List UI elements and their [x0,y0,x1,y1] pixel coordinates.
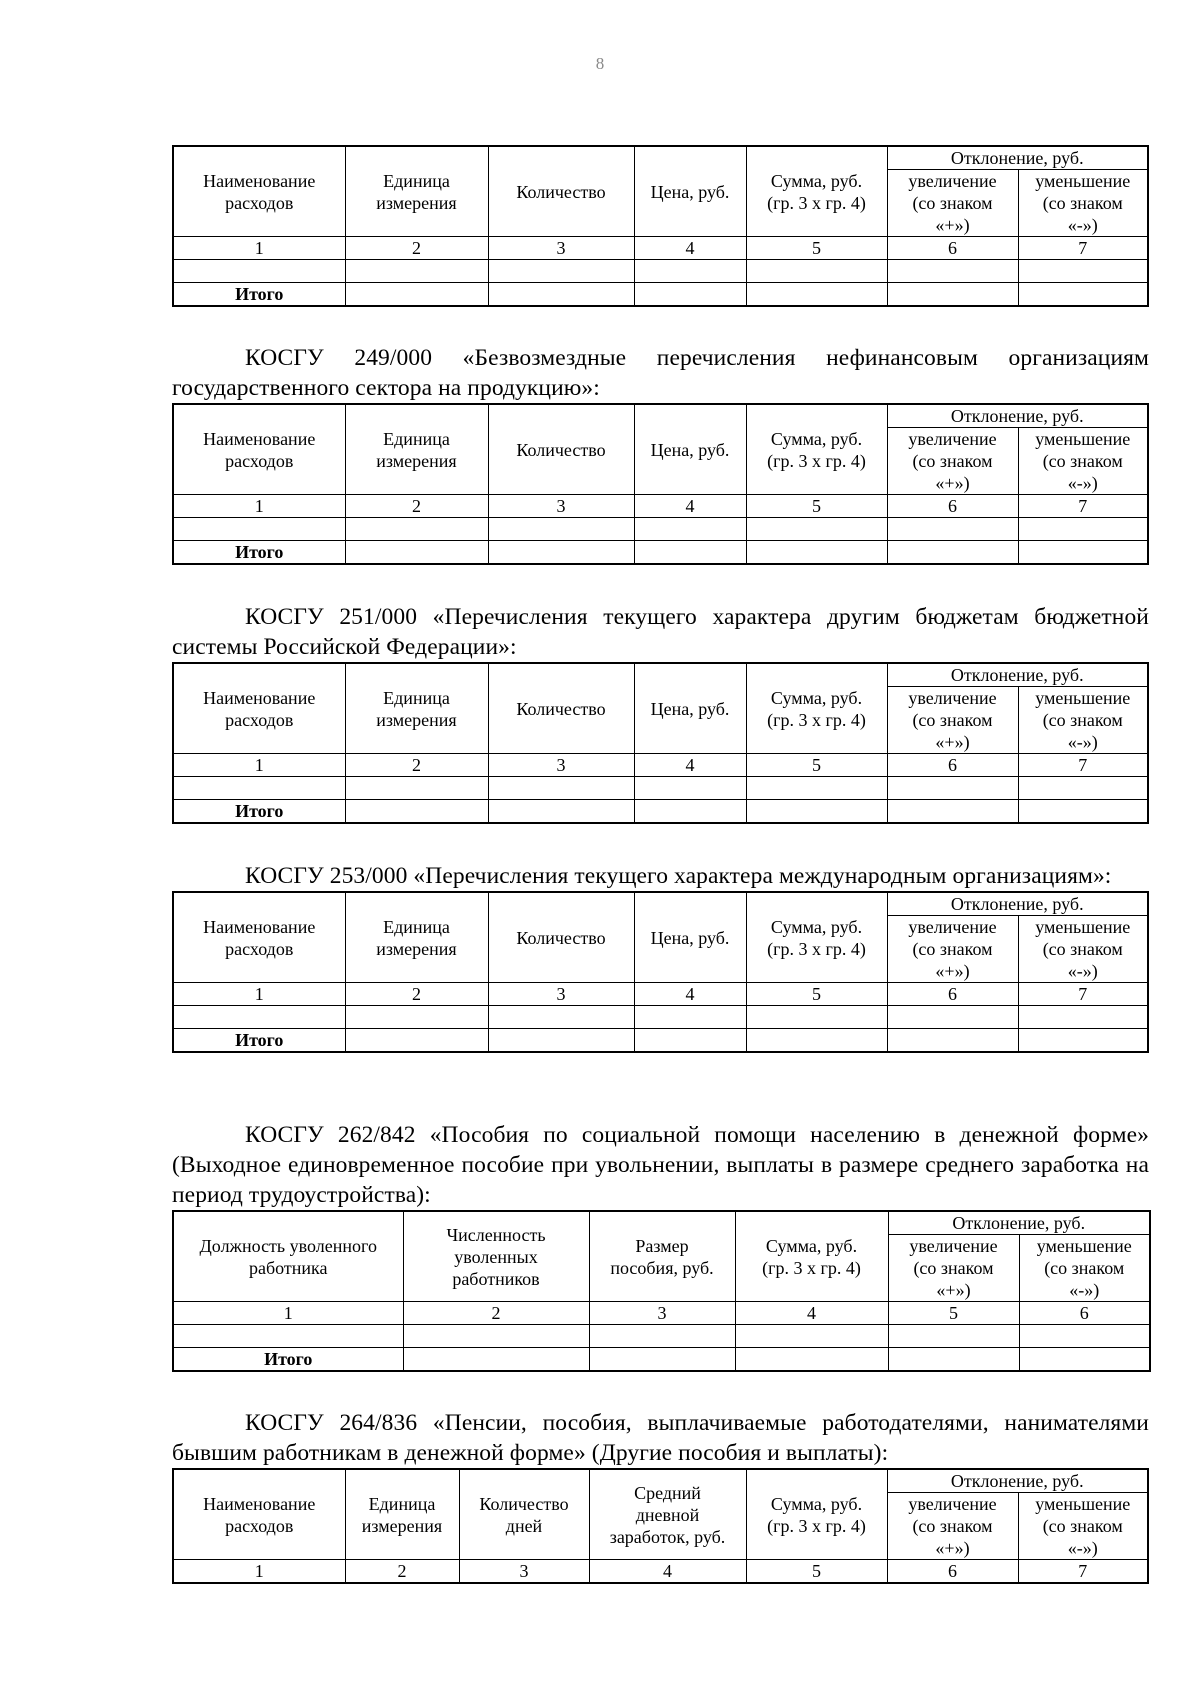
section-heading: КОСГУ 264/836 «Пенсии, пособия, выплачиваемые работодателями, нанимателями бывшим работникам в денежной форме» (Другие пособия и выплаты): [172,1410,1149,1466]
increase-header: увеличение (со знаком «+») [887,428,1018,495]
col-header: Количество [488,892,634,983]
severance-table [172,1210,1151,1372]
col-header: Единица измерения [345,1469,459,1560]
page-number: 8 [595,54,605,73]
column-number-row: 1 2 3 4 5 6 7 [173,983,1148,1006]
column-number-row: 1 2 3 4 5 6 7 [173,495,1148,518]
deviation-header: Отклонение, руб. [887,404,1148,428]
col-header: Количество [488,663,634,754]
col-header: Единица измерения [345,663,488,754]
col-header: Единица измерения [345,892,488,983]
col-header: Единица измерения [345,146,488,237]
total-row: Итого [173,283,1148,307]
column-number-row: 1 2 3 4 5 6 7 [173,754,1148,777]
table-row [173,777,1148,800]
col-header: Должность уволенного работника [173,1211,403,1302]
deviation-header: Отклонение, руб. [888,1211,1150,1235]
col-header: Цена, руб. [634,892,746,983]
col-header: Наименование расходов [173,1469,345,1560]
col-header: Средний дневной заработок, руб. [589,1469,746,1560]
increase-header: увеличение (со знаком «+») [887,170,1018,237]
expense-table [172,662,1149,824]
col-header: Размер пособия, руб. [589,1211,735,1302]
column-number-row: 1 2 3 4 5 6 [173,1302,1150,1325]
col-header: Сумма, руб. (гр. 3 х гр. 4) [746,663,887,754]
increase-header: увеличение (со знаком «+») [887,916,1018,983]
section-heading: КОСГУ 253/000 «Перечисления текущего характера международным организациям»: [245,863,1112,889]
col-header: Сумма, руб. (гр. 3 х гр. 4) [746,404,887,495]
table-block-1 [172,145,1149,307]
benefits-table [172,1468,1149,1584]
col-header: Количество [488,404,634,495]
increase-header: увеличение (со знаком «+») [887,1493,1018,1560]
total-row: Итого [173,1029,1148,1053]
increase-header: увеличение (со знаком «+») [887,687,1018,754]
table-block-264 [172,1408,1149,1584]
table-row [173,1325,1150,1348]
col-header: Наименование расходов [173,146,345,237]
col-header: Сумма, руб. (гр. 3 х гр. 4) [735,1211,888,1302]
expense-table [172,403,1149,565]
col-header: Наименование расходов [173,892,345,983]
col-header: Единица измерения [345,404,488,495]
table-block-262 [172,1120,1149,1372]
total-row: Итого [173,541,1148,565]
col-header: Сумма, руб. (гр. 3 х гр. 4) [746,146,887,237]
deviation-header: Отклонение, руб. [887,146,1148,170]
total-row: Итого [173,800,1148,824]
table-row [173,518,1148,541]
col-header: Количество дней [459,1469,589,1560]
column-number-row: 1 2 3 4 5 6 7 [173,237,1148,260]
expense-table [172,891,1149,1053]
decrease-header: уменьшение (со знаком «-») [1019,1235,1150,1302]
increase-header: увеличение (со знаком «+») [888,1235,1019,1302]
col-header: Количество [488,146,634,237]
deviation-header: Отклонение, руб. [887,1469,1148,1493]
table-row [173,260,1148,283]
col-header: Цена, руб. [634,146,746,237]
decrease-header: уменьшение (со знаком «-») [1018,916,1148,983]
col-header: Численность уволенных работников [403,1211,589,1302]
section-heading: КОСГУ 249/000 «Безвозмездные перечисления нефинансовым организациям государственного сектора на продукцию»: [172,345,1149,401]
table-row [173,1006,1148,1029]
decrease-header: уменьшение (со знаком «-») [1018,687,1148,754]
col-header: Сумма, руб. (гр. 3 х гр. 4) [746,892,887,983]
total-row: Итого [173,1348,1150,1372]
col-header: Цена, руб. [634,404,746,495]
expense-table [172,145,1149,307]
col-header: Наименование расходов [173,404,345,495]
section-heading: КОСГУ 262/842 «Пособия по социальной помощи населению в денежной форме» (Выходное единовременное пособие при увольнении, выплаты в размере среднего заработка на период трудоустройства): [172,1122,1149,1208]
decrease-header: уменьшение (со знаком «-») [1018,170,1148,237]
deviation-header: Отклонение, руб. [887,892,1148,916]
deviation-header: Отклонение, руб. [887,663,1148,687]
col-header: Наименование расходов [173,663,345,754]
decrease-header: уменьшение (со знаком «-») [1018,1493,1148,1560]
column-number-row: 1 2 3 4 5 6 7 [173,1560,1148,1584]
section-heading: КОСГУ 251/000 «Перечисления текущего характера другим бюджетам бюджетной системы Российской Федерации»: [172,604,1149,660]
table-block-253 [172,861,1149,1053]
decrease-header: уменьшение (со знаком «-») [1018,428,1148,495]
table-block-249 [172,343,1149,565]
col-header: Сумма, руб. (гр. 3 х гр. 4) [746,1469,887,1560]
table-block-251 [172,602,1149,824]
col-header: Цена, руб. [634,663,746,754]
